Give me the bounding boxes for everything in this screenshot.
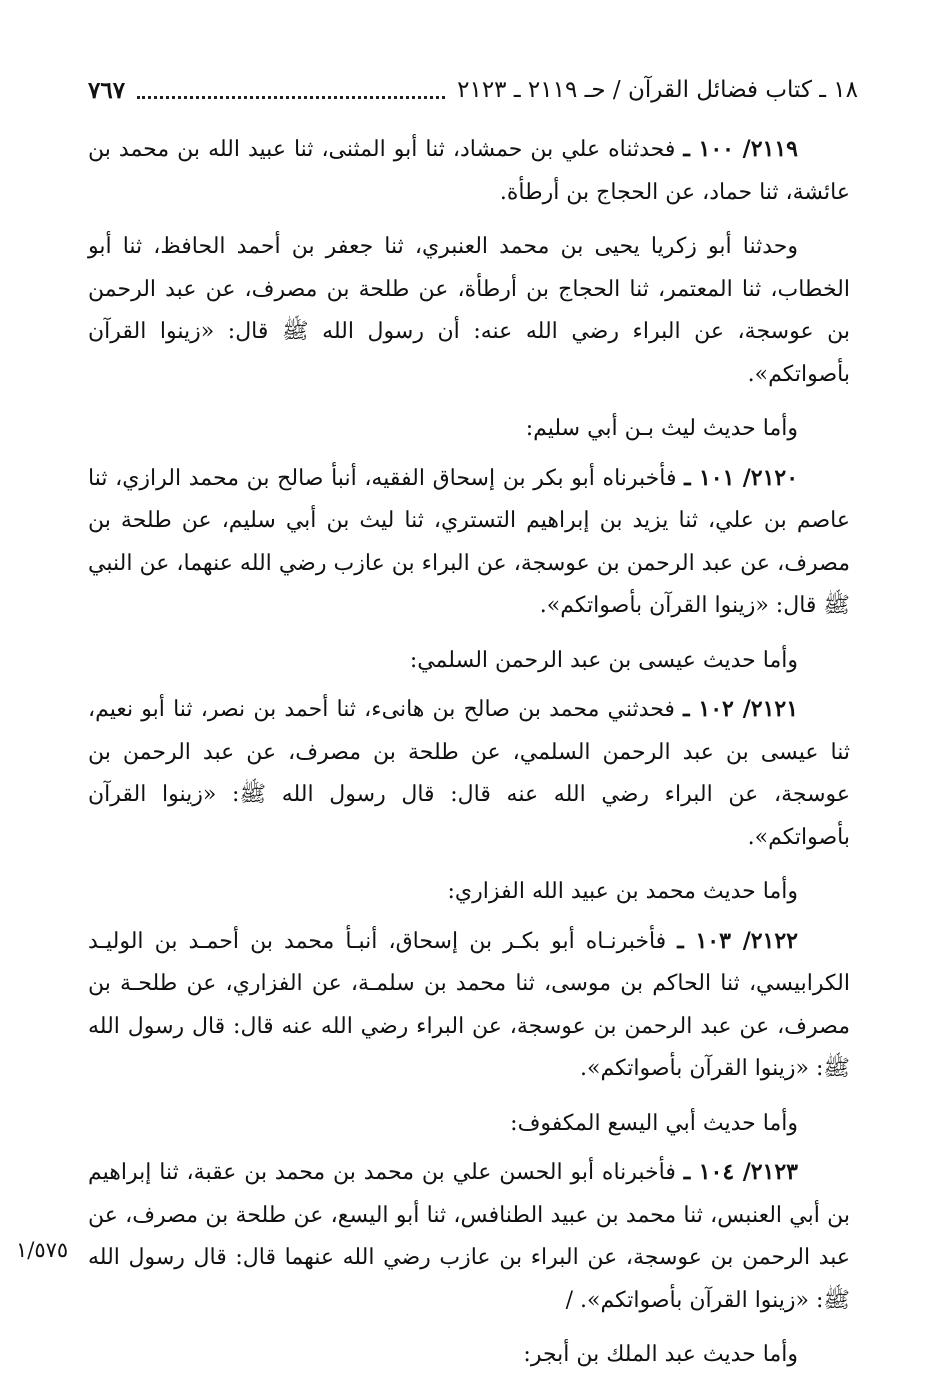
running-title: ١٨ ـ كتاب فضائل القرآن / حـ ٢١١٩ ـ ٢١٢٣ — [457, 77, 858, 103]
hadith-text: فأخبرناه أبو بكر بن إسحاق الفقيه، أنبأ صالح بن محمد الرازي، ثنا عاصم بن علي، ثنا يزيد بن إبراهيم التستري، ثنا ليث بن أبي سليم، عن طلحة بن مصرف، عن عبد الرحمن بن عوسجة، عن البراء بن عازب رضي الله عنهما، عن النبي ﷺ قال: «زينوا القرآن بأصواتكم». — [88, 465, 850, 618]
section-intro — [88, 1334, 850, 1377]
section-intro — [88, 640, 850, 683]
hadith-2123 — [88, 1151, 850, 1322]
hadith-2121 — [88, 688, 850, 859]
intro-text: وأما حديث عيسى بن عبد الرحمن السلمي: — [409, 647, 798, 673]
hadith-number: ٢١٢٠/ ١٠١ ـ — [684, 464, 799, 491]
hadith-number: ٢١١٩/ ١٠٠ ـ — [683, 136, 798, 162]
manuscript-margin-reference: ١/٥٧٥ — [16, 1238, 69, 1262]
hadith-2122 — [88, 920, 850, 1091]
section-intro — [88, 408, 850, 451]
section-intro — [88, 1103, 850, 1146]
hadith-text: فأخبرناه أبو الحسن علي بن محمد بن محمد بن عقبة، ثنا إبراهيم بن أبي العنبس، ثنا محمد بن عبيد الطنافس، ثنا أبو اليسع، عن طلحة بن مصرف، عن عبد الرحمن بن عوسجة، عن البراء بن عازب رضي الله عنهما قال: قال رسول الله ﷺ: «زينوا القرآن بأصواتكم». / — [88, 1160, 850, 1313]
page-body — [88, 128, 850, 1383]
section-intro — [88, 871, 850, 914]
hadith-2119 — [88, 128, 850, 214]
hadith-2120 — [88, 457, 850, 628]
paragraph-text: وحدثنا أبو زكريا يحيى بن محمد العنبري، ثنا جعفر بن أحمد الحافظ، ثنا أبو الخطاب، ثنا المعتمر، ثنا الحجاج بن أرطأة، عن طلحة بن مصرف، عن عبد الرحمن بن عوسجة، عن البراء رضي الله عنه: أن رسول الله ﷺ قال: «زينوا القرآن بأصواتكم». — [88, 234, 851, 387]
hadith-text: فحدثني محمد بن صالح بن هانىء، ثنا أحمد بن نصر، ثنا أبو نعيم، ثنا عيسى بن عبد الرحمن السلمي، عن طلحة بن مصرف، عن عبد الرحمن بن عوسجة، عن البراء رضي الله عنه قال: قال رسول الله ﷺ: «زينوا القرآن بأصواتكم». — [88, 697, 850, 850]
page-number: ٧٦٧ — [88, 76, 126, 104]
intro-text: وأما حديث ليث بـن أبي سليم: — [525, 416, 798, 441]
hadith-number: ٢١٢٢/ ١٠٣ ـ — [677, 927, 798, 954]
intro-text: وأما حديث عبد الملك بن أبجر: — [523, 1342, 798, 1367]
hadith-text: فأخبرنـاه أبو بكـر بن إسحاق، أنبـأ محمد بن أحمـد بن الوليـد الكرابيسي، ثنا الحاكم بن موسى، ثنا محمد بن سلمـة، عن الفزاري، عن طلحـة بن مصرف، عن عبد الرحمن بن عوسجة، عن البراء رضي الله عنه قال: قال رسول الله ﷺ: «زينوا القرآن بأصواتكم». — [88, 928, 850, 1081]
hadith-2119-second-chain — [88, 226, 850, 396]
hadith-number: ٢١٢٣/ ١٠٤ ـ — [683, 1159, 798, 1185]
page-header — [88, 70, 858, 110]
intro-text: وأما حديث محمد بن عبيد الله الفزاري: — [447, 879, 798, 904]
hadith-text: فحدثناه علي بن حمشاد، ثنا أبو المثنى، ثنا عبيد الله بن محمد بن عائشة، ثنا حماد، عن الحجاج بن أرطأة. — [88, 137, 850, 205]
leader-dots — [137, 96, 445, 99]
hadith-number: ٢١٢١/ ١٠٢ ـ — [683, 696, 799, 722]
intro-text: وأما حديث أبي اليسع المكفوف: — [510, 1110, 798, 1136]
